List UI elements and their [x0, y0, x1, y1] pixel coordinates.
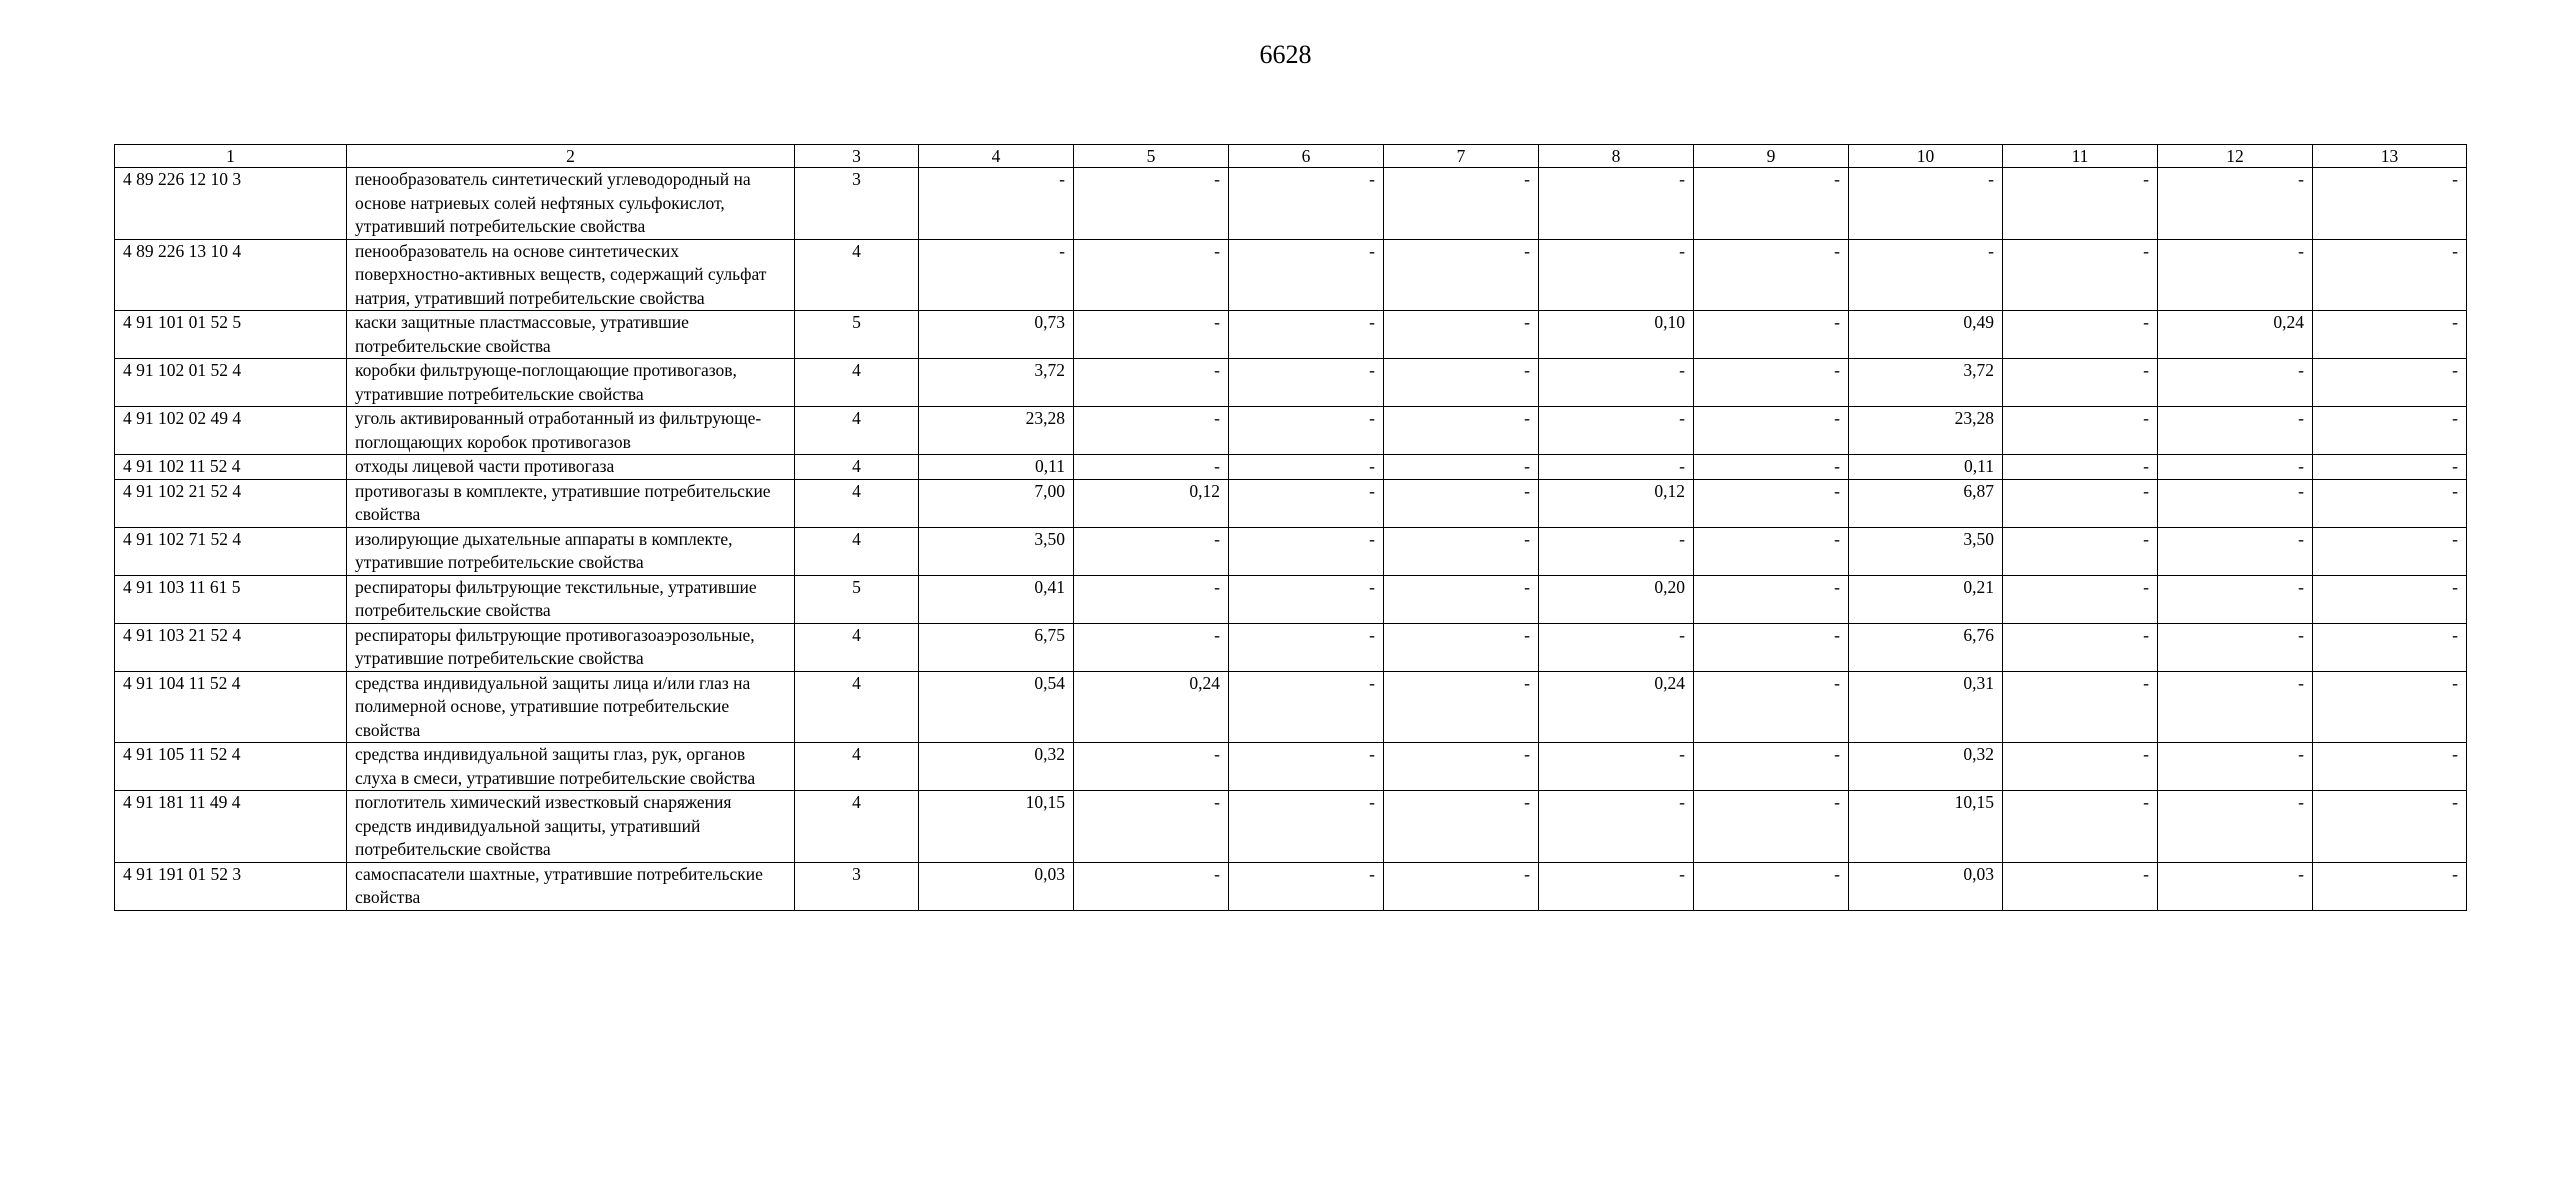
column-header: 3 [795, 145, 919, 168]
value-cell-col-5: 0,12 [1074, 479, 1229, 527]
value-cell-col-10: 0,03 [1849, 862, 2003, 910]
value-cell-col-11: - [2003, 479, 2158, 527]
waste-table [114, 144, 2467, 911]
value-cell-col-6: - [1229, 623, 1384, 671]
value-cell-col-11: - [2003, 791, 2158, 863]
waste-code-cell: 4 91 191 01 52 3 [115, 862, 347, 910]
value-cell-col-7: - [1384, 791, 1539, 863]
value-cell-col-9: - [1694, 407, 1849, 455]
table-row [115, 671, 2467, 743]
column-header: 12 [2158, 145, 2313, 168]
value-cell-col-8: - [1539, 623, 1694, 671]
value-cell-col-9: - [1694, 239, 1849, 311]
table-row [115, 791, 2467, 863]
value-cell-col-4: - [919, 239, 1074, 311]
value-cell-col-10: 3,72 [1849, 359, 2003, 407]
value-cell-col-9: - [1694, 359, 1849, 407]
hazard-class-cell: 4 [795, 455, 919, 480]
value-cell-col-11: - [2003, 575, 2158, 623]
value-cell-col-13: - [2313, 479, 2467, 527]
column-header: 4 [919, 145, 1074, 168]
value-cell-col-4: 0,54 [919, 671, 1074, 743]
value-cell-col-7: - [1384, 862, 1539, 910]
value-cell-col-12: - [2158, 575, 2313, 623]
value-cell-col-7: - [1384, 575, 1539, 623]
value-cell-col-10: 6,87 [1849, 479, 2003, 527]
column-header: 10 [1849, 145, 2003, 168]
hazard-class-cell: 5 [795, 311, 919, 359]
waste-name-cell: пенообразователь синтетический углеводородный на основе натриевых солей нефтяных сульфокислот, утративший потребительские свойства [347, 168, 795, 240]
value-cell-col-8: - [1539, 862, 1694, 910]
waste-name-cell: средства индивидуальной защиты глаз, рук, органов слуха в смеси, утратившие потребительские свойства [347, 743, 795, 791]
waste-code-cell: 4 89 226 13 10 4 [115, 239, 347, 311]
value-cell-col-8: - [1539, 455, 1694, 480]
value-cell-col-9: - [1694, 168, 1849, 240]
value-cell-col-12: - [2158, 455, 2313, 480]
value-cell-col-10: 0,49 [1849, 311, 2003, 359]
value-cell-col-6: - [1229, 743, 1384, 791]
value-cell-col-4: 0,03 [919, 862, 1074, 910]
table-row [115, 743, 2467, 791]
value-cell-col-7: - [1384, 455, 1539, 480]
table-row [115, 479, 2467, 527]
value-cell-col-6: - [1229, 168, 1384, 240]
column-header: 6 [1229, 145, 1384, 168]
value-cell-col-10: 10,15 [1849, 791, 2003, 863]
value-cell-col-5: - [1074, 791, 1229, 863]
value-cell-col-10: 3,50 [1849, 527, 2003, 575]
value-cell-col-6: - [1229, 671, 1384, 743]
value-cell-col-12: - [2158, 407, 2313, 455]
table-row [115, 239, 2467, 311]
value-cell-col-4: 23,28 [919, 407, 1074, 455]
table-row [115, 527, 2467, 575]
value-cell-col-11: - [2003, 168, 2158, 240]
value-cell-col-8: - [1539, 407, 1694, 455]
value-cell-col-7: - [1384, 359, 1539, 407]
value-cell-col-11: - [2003, 743, 2158, 791]
waste-name-cell: каски защитные пластмассовые, утратившие потребительские свойства [347, 311, 795, 359]
value-cell-col-11: - [2003, 311, 2158, 359]
table-body [115, 168, 2467, 911]
waste-code-cell: 4 91 104 11 52 4 [115, 671, 347, 743]
value-cell-col-6: - [1229, 239, 1384, 311]
table-row [115, 623, 2467, 671]
waste-code-cell: 4 89 226 12 10 3 [115, 168, 347, 240]
value-cell-col-8: - [1539, 359, 1694, 407]
value-cell-col-13: - [2313, 455, 2467, 480]
hazard-class-cell: 5 [795, 575, 919, 623]
waste-code-cell: 4 91 103 21 52 4 [115, 623, 347, 671]
table-row [115, 407, 2467, 455]
value-cell-col-11: - [2003, 671, 2158, 743]
table-row [115, 862, 2467, 910]
waste-code-cell: 4 91 101 01 52 5 [115, 311, 347, 359]
value-cell-col-5: - [1074, 862, 1229, 910]
value-cell-col-10: 0,11 [1849, 455, 2003, 480]
value-cell-col-8: 0,10 [1539, 311, 1694, 359]
value-cell-col-11: - [2003, 407, 2158, 455]
waste-code-cell: 4 91 102 11 52 4 [115, 455, 347, 480]
hazard-class-cell: 3 [795, 168, 919, 240]
value-cell-col-7: - [1384, 671, 1539, 743]
value-cell-col-8: - [1539, 527, 1694, 575]
value-cell-col-12: - [2158, 239, 2313, 311]
hazard-class-cell: 4 [795, 359, 919, 407]
value-cell-col-12: - [2158, 743, 2313, 791]
value-cell-col-13: - [2313, 575, 2467, 623]
value-cell-col-13: - [2313, 239, 2467, 311]
value-cell-col-6: - [1229, 527, 1384, 575]
value-cell-col-6: - [1229, 575, 1384, 623]
value-cell-col-13: - [2313, 791, 2467, 863]
value-cell-col-4: 7,00 [919, 479, 1074, 527]
value-cell-col-13: - [2313, 311, 2467, 359]
column-header: 13 [2313, 145, 2467, 168]
value-cell-col-6: - [1229, 479, 1384, 527]
waste-name-cell: поглотитель химический известковый снаряжения средств индивидуальной защиты, утративший потребительские свойства [347, 791, 795, 863]
value-cell-col-9: - [1694, 527, 1849, 575]
value-cell-col-7: - [1384, 407, 1539, 455]
waste-name-cell: респираторы фильтрующие противогазоаэрозольные, утратившие потребительские свойства [347, 623, 795, 671]
column-header: 11 [2003, 145, 2158, 168]
value-cell-col-10: 0,21 [1849, 575, 2003, 623]
value-cell-col-7: - [1384, 743, 1539, 791]
value-cell-col-7: - [1384, 168, 1539, 240]
value-cell-col-5: - [1074, 455, 1229, 480]
value-cell-col-11: - [2003, 527, 2158, 575]
value-cell-col-12: - [2158, 479, 2313, 527]
value-cell-col-11: - [2003, 862, 2158, 910]
value-cell-col-11: - [2003, 359, 2158, 407]
column-header: 5 [1074, 145, 1229, 168]
hazard-class-cell: 3 [795, 862, 919, 910]
value-cell-col-11: - [2003, 455, 2158, 480]
value-cell-col-11: - [2003, 239, 2158, 311]
table-row [115, 311, 2467, 359]
waste-code-cell: 4 91 102 21 52 4 [115, 479, 347, 527]
value-cell-col-10: 23,28 [1849, 407, 2003, 455]
table-row [115, 168, 2467, 240]
value-cell-col-10: 6,76 [1849, 623, 2003, 671]
column-header: 9 [1694, 145, 1849, 168]
value-cell-col-13: - [2313, 743, 2467, 791]
value-cell-col-4: 0,11 [919, 455, 1074, 480]
value-cell-col-6: - [1229, 407, 1384, 455]
value-cell-col-4: 3,72 [919, 359, 1074, 407]
value-cell-col-12: - [2158, 527, 2313, 575]
value-cell-col-12: 0,24 [2158, 311, 2313, 359]
value-cell-col-10: - [1849, 239, 2003, 311]
value-cell-col-10: 0,32 [1849, 743, 2003, 791]
hazard-class-cell: 4 [795, 527, 919, 575]
column-header: 8 [1539, 145, 1694, 168]
value-cell-col-11: - [2003, 623, 2158, 671]
page-number: 6628 [1259, 40, 1312, 69]
waste-code-cell: 4 91 102 71 52 4 [115, 527, 347, 575]
hazard-class-cell: 4 [795, 791, 919, 863]
value-cell-col-10: 0,31 [1849, 671, 2003, 743]
value-cell-col-12: - [2158, 862, 2313, 910]
value-cell-col-6: - [1229, 862, 1384, 910]
column-header: 7 [1384, 145, 1539, 168]
column-header: 1 [115, 145, 347, 168]
value-cell-col-9: - [1694, 623, 1849, 671]
hazard-class-cell: 4 [795, 407, 919, 455]
value-cell-col-5: - [1074, 743, 1229, 791]
waste-code-cell: 4 91 103 11 61 5 [115, 575, 347, 623]
waste-code-cell: 4 91 105 11 52 4 [115, 743, 347, 791]
value-cell-col-8: - [1539, 743, 1694, 791]
value-cell-col-4: - [919, 168, 1074, 240]
value-cell-col-6: - [1229, 359, 1384, 407]
value-cell-col-13: - [2313, 168, 2467, 240]
table-row [115, 575, 2467, 623]
value-cell-col-10: - [1849, 168, 2003, 240]
value-cell-col-13: - [2313, 623, 2467, 671]
value-cell-col-13: - [2313, 407, 2467, 455]
value-cell-col-5: - [1074, 359, 1229, 407]
value-cell-col-7: - [1384, 527, 1539, 575]
value-cell-col-8: 0,20 [1539, 575, 1694, 623]
value-cell-col-5: - [1074, 575, 1229, 623]
header-row [115, 145, 2467, 168]
value-cell-col-12: - [2158, 359, 2313, 407]
value-cell-col-5: - [1074, 311, 1229, 359]
value-cell-col-9: - [1694, 791, 1849, 863]
value-cell-col-5: - [1074, 407, 1229, 455]
value-cell-col-7: - [1384, 239, 1539, 311]
value-cell-col-4: 0,32 [919, 743, 1074, 791]
hazard-class-cell: 4 [795, 623, 919, 671]
value-cell-col-8: - [1539, 791, 1694, 863]
value-cell-col-9: - [1694, 575, 1849, 623]
value-cell-col-4: 10,15 [919, 791, 1074, 863]
value-cell-col-7: - [1384, 479, 1539, 527]
value-cell-col-6: - [1229, 791, 1384, 863]
value-cell-col-5: 0,24 [1074, 671, 1229, 743]
waste-name-cell: пенообразователь на основе синтетических поверхностно-активных веществ, содержащий сульфат натрия, утративший потребительские свойства [347, 239, 795, 311]
value-cell-col-9: - [1694, 455, 1849, 480]
waste-name-cell: респираторы фильтрующие текстильные, утратившие потребительские свойства [347, 575, 795, 623]
value-cell-col-13: - [2313, 359, 2467, 407]
value-cell-col-12: - [2158, 671, 2313, 743]
value-cell-col-4: 3,50 [919, 527, 1074, 575]
hazard-class-cell: 4 [795, 743, 919, 791]
value-cell-col-6: - [1229, 311, 1384, 359]
waste-name-cell: уголь активированный отработанный из фильтрующе-поглощающих коробок противогазов [347, 407, 795, 455]
table-row [115, 455, 2467, 480]
waste-code-cell: 4 91 102 02 49 4 [115, 407, 347, 455]
value-cell-col-9: - [1694, 862, 1849, 910]
value-cell-col-5: - [1074, 239, 1229, 311]
waste-name-cell: самоспасатели шахтные, утратившие потребительские свойства [347, 862, 795, 910]
waste-code-cell: 4 91 102 01 52 4 [115, 359, 347, 407]
waste-name-cell: коробки фильтрующе-поглощающие противогазов, утратившие потребительские свойства [347, 359, 795, 407]
value-cell-col-13: - [2313, 527, 2467, 575]
value-cell-col-9: - [1694, 743, 1849, 791]
value-cell-col-4: 0,73 [919, 311, 1074, 359]
value-cell-col-9: - [1694, 671, 1849, 743]
value-cell-col-4: 6,75 [919, 623, 1074, 671]
value-cell-col-12: - [2158, 168, 2313, 240]
hazard-class-cell: 4 [795, 479, 919, 527]
value-cell-col-5: - [1074, 527, 1229, 575]
waste-name-cell: изолирующие дыхательные аппараты в комплекте, утратившие потребительские свойства [347, 527, 795, 575]
hazard-class-cell: 4 [795, 671, 919, 743]
value-cell-col-8: 0,24 [1539, 671, 1694, 743]
waste-code-cell: 4 91 181 11 49 4 [115, 791, 347, 863]
waste-name-cell: средства индивидуальной защиты лица и/или глаз на полимерной основе, утратившие потребительские свойства [347, 671, 795, 743]
column-header: 2 [347, 145, 795, 168]
value-cell-col-5: - [1074, 168, 1229, 240]
value-cell-col-4: 0,41 [919, 575, 1074, 623]
value-cell-col-8: - [1539, 239, 1694, 311]
value-cell-col-8: 0,12 [1539, 479, 1694, 527]
value-cell-col-13: - [2313, 671, 2467, 743]
value-cell-col-12: - [2158, 791, 2313, 863]
value-cell-col-6: - [1229, 455, 1384, 480]
waste-name-cell: противогазы в комплекте, утратившие потребительские свойства [347, 479, 795, 527]
hazard-class-cell: 4 [795, 239, 919, 311]
value-cell-col-8: - [1539, 168, 1694, 240]
value-cell-col-13: - [2313, 862, 2467, 910]
value-cell-col-7: - [1384, 311, 1539, 359]
value-cell-col-12: - [2158, 623, 2313, 671]
value-cell-col-9: - [1694, 479, 1849, 527]
value-cell-col-5: - [1074, 623, 1229, 671]
value-cell-col-7: - [1384, 623, 1539, 671]
table-row [115, 359, 2467, 407]
waste-name-cell: отходы лицевой части противогаза [347, 455, 795, 480]
value-cell-col-9: - [1694, 311, 1849, 359]
